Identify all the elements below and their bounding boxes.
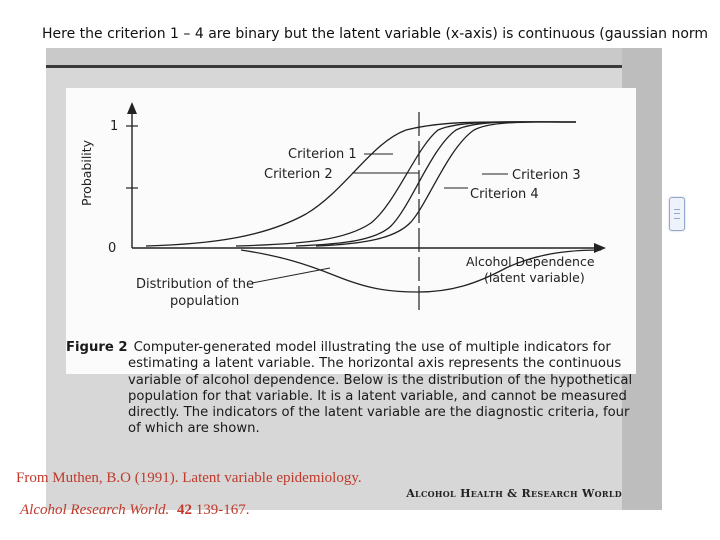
caption-line-1 <box>66 340 636 356</box>
figure-panel <box>66 88 636 374</box>
citation-line-1: From Muthen, B.O (1991). Latent variable epidemiology. <box>16 470 362 486</box>
citation-line-2 <box>20 502 250 519</box>
grip-icon <box>674 209 680 219</box>
caption-line-6: of which are shown. <box>128 421 260 437</box>
citation-volume: 42 <box>177 502 193 518</box>
caption-label: Figure 2 <box>66 340 128 355</box>
criterion-2-label: Criterion 2 <box>264 167 333 182</box>
criterion-2-curve <box>236 122 576 246</box>
criterion-3-label: Criterion 3 <box>512 168 581 183</box>
figure-caption <box>66 340 636 438</box>
criterion-3-curve <box>296 122 576 246</box>
citation-journal: Alcohol Research World. <box>20 502 170 518</box>
criterion-1-label: Criterion 1 <box>288 147 357 162</box>
caption-text-1: Computer-generated model illustrating the use of multiple indicators for <box>133 340 611 355</box>
x-axis-label-line1: Alcohol Dependence <box>466 254 595 269</box>
y-tick-label-0: 0 <box>108 241 117 256</box>
distribution-label-line1: Distribution of the <box>136 277 254 292</box>
x-axis-arrow <box>594 243 606 253</box>
criterion-4-label: Criterion 4 <box>470 187 539 202</box>
caption-line-2: estimating a latent variable. The horizontal axis represents the continuous <box>128 356 622 372</box>
journal-footer: Alcohol Health & Research World <box>406 487 622 500</box>
y-tick-label-1: 1 <box>110 119 119 134</box>
slide-title: Here the criterion 1 – 4 are binary but the latent variable (x-axis) is continuous (gaussian norm <box>42 26 709 42</box>
criterion-4-curve <box>316 122 576 246</box>
x-axis-label-line2: (latent variable) <box>484 270 585 285</box>
criterion-1-curve <box>146 122 576 246</box>
scroll-handle[interactable] <box>669 197 685 231</box>
caption-line-3: variable of alcohol dependence. Below is the distribution of the hypothetical <box>128 372 633 388</box>
y-axis-label: Probability <box>79 139 94 206</box>
scanned-figure <box>46 48 662 510</box>
caption-line-5: directly. The indicators of the latent variable are the diagnostic criteria, four <box>128 405 630 421</box>
distribution-label-line2: population <box>170 294 240 309</box>
scan-rule <box>46 65 662 68</box>
distribution-leader <box>252 268 330 283</box>
y-axis-arrow <box>127 102 137 114</box>
caption-line-4: population for that variable. It is a latent variable, and cannot be measured <box>128 388 627 404</box>
latent-variable-figure <box>66 88 636 374</box>
citation-pages: 139-167. <box>195 502 250 518</box>
